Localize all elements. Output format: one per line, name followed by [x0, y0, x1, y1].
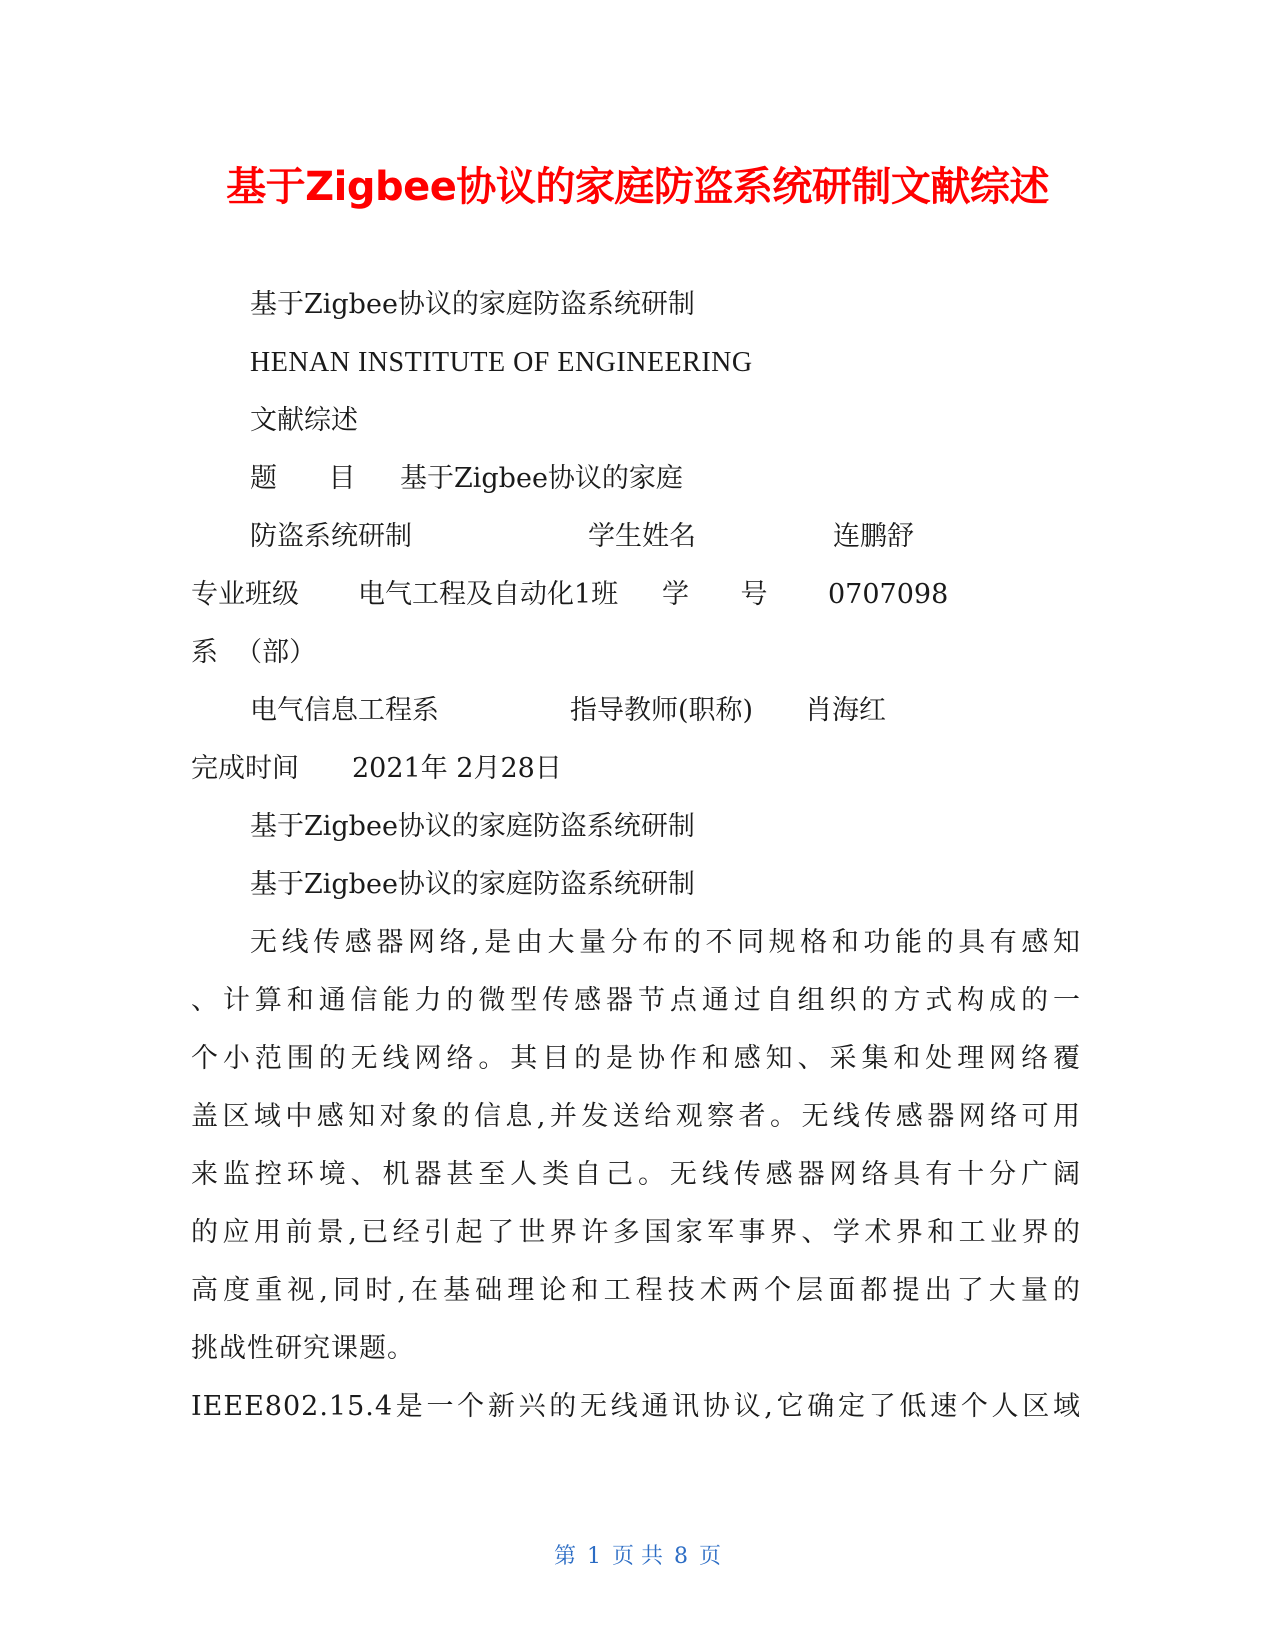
student-id: 0707098 [828, 579, 949, 610]
paragraph-line: 无线传感器网络,是由大量分布的不同规格和功能的具有感知 [250, 927, 1081, 958]
class-label: 专业班级 [191, 579, 299, 610]
cover-line-institute: HENAN INSTITUTE OF ENGINEERING [250, 347, 753, 378]
paragraph-line: 个小范围的无线网络。其目的是协作和感知、采集和处理网络覆 [191, 1043, 1081, 1074]
paragraph-line: 高度重视,同时,在基础理论和工程技术两个层面都提出了大量的 [191, 1275, 1081, 1306]
paragraph-line: 的应用前景,已经引起了世界许多国家军事界、学术界和工业界的 [191, 1217, 1081, 1248]
document-title: 基于Zigbee协议的家庭防盗系统研制文献综述 [226, 164, 1049, 210]
paragraph-line: 来监控环境、机器甚至人类自己。无线传感器网络具有十分广阔 [191, 1159, 1081, 1190]
student-id-label: 学 号 [662, 579, 768, 610]
paragraph2-line: IEEE802.15.4是一个新兴的无线通讯协议,它确定了低速个人区域 [191, 1391, 1081, 1422]
heading-repeat: 基于Zigbee协议的家庭防盗系统研制 [250, 869, 695, 900]
page-footer [0, 1542, 1275, 1572]
footer-middle: 页 共 [612, 1544, 663, 1569]
paragraph-line: 、计算和通信能力的微型传感器节点通过自组织的方式构成的一 [191, 985, 1081, 1016]
footer-current-page: 1 [587, 1544, 601, 1569]
department-label: 系 （部） [191, 637, 317, 668]
heading-repeat: 基于Zigbee协议的家庭防盗系统研制 [250, 811, 695, 842]
department-value: 电气信息工程系 [250, 695, 439, 726]
student-name: 连鹏舒 [833, 521, 914, 552]
footer-suffix: 页 [699, 1544, 722, 1569]
footer-total-pages: 8 [674, 1544, 688, 1569]
topic-value: 基于Zigbee协议的家庭 [400, 463, 683, 494]
class-value: 电气工程及自动化1班 [358, 579, 619, 610]
paragraph-line: 盖区域中感知对象的信息,并发送给观察者。无线传感器网络可用 [191, 1101, 1081, 1132]
cover-line-project: 基于Zigbee协议的家庭防盗系统研制 [250, 289, 695, 320]
paragraph-line: 挑战性研究课题。 [191, 1333, 415, 1364]
student-name-label: 学生姓名 [588, 521, 696, 552]
cover-line-review: 文献综述 [250, 405, 358, 436]
completion-label: 完成时间 [191, 753, 299, 784]
footer-prefix: 第 [553, 1544, 576, 1569]
advisor-name: 肖海红 [805, 695, 886, 726]
completion-date: 2021年 2月28日 [352, 753, 562, 784]
topic-value-continued: 防盗系统研制 [250, 521, 412, 552]
advisor-label: 指导教师(职称) [570, 695, 754, 726]
topic-label: 题 目 [250, 463, 356, 494]
